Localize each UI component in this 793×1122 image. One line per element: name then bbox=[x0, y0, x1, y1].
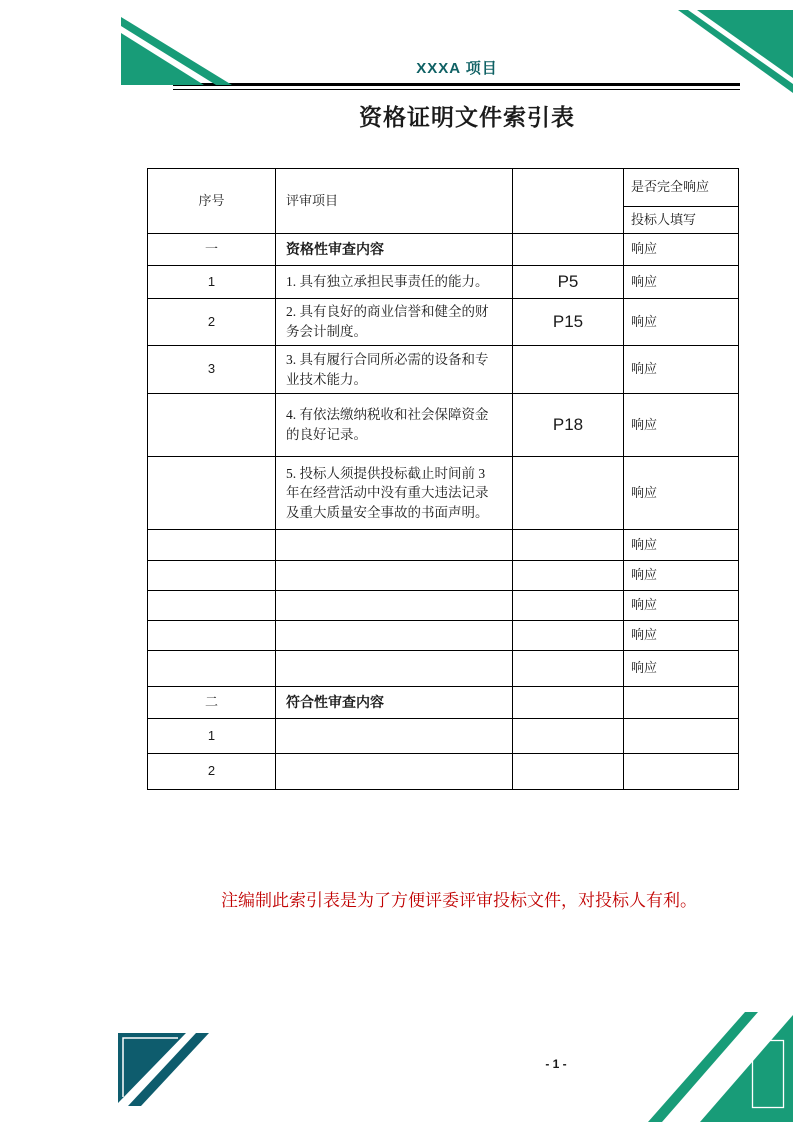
cell-response: 响应 bbox=[624, 591, 739, 621]
cell-no bbox=[148, 561, 276, 591]
table-row bbox=[148, 394, 739, 457]
cell-page-ref bbox=[513, 346, 624, 394]
cell-page-ref bbox=[513, 621, 624, 651]
cell-response bbox=[624, 754, 739, 790]
cell-response: 响应 bbox=[624, 561, 739, 591]
cell-item: 5. 投标人须提供投标截止时间前 3 年在经营活动中没有重大违法记录及重大质量安全事故的书面声明。 bbox=[276, 457, 513, 530]
index-table bbox=[147, 168, 739, 790]
table-row bbox=[148, 754, 739, 790]
header-cell-no: 序号 bbox=[148, 169, 276, 234]
cell-page-ref: P15 bbox=[513, 299, 624, 346]
cell-item bbox=[276, 621, 513, 651]
cell-no: 3 bbox=[148, 346, 276, 394]
cell-item bbox=[276, 591, 513, 621]
cell-item bbox=[276, 561, 513, 591]
cell-item: 3. 具有履行合同所必需的设备和专业技术能力。 bbox=[276, 346, 513, 394]
cell-no bbox=[148, 530, 276, 561]
cell-page-ref bbox=[513, 457, 624, 530]
cell-response: 响应 bbox=[624, 346, 739, 394]
corner-decoration-bottom-left bbox=[118, 1033, 209, 1106]
table-row bbox=[148, 651, 739, 687]
cell-no bbox=[148, 591, 276, 621]
table-row bbox=[148, 346, 739, 394]
cell-response: 响应 bbox=[624, 621, 739, 651]
cell-item bbox=[276, 754, 513, 790]
cell-no: 2 bbox=[148, 299, 276, 346]
cell-response: 响应 bbox=[624, 651, 739, 687]
cell-no bbox=[148, 651, 276, 687]
table-row bbox=[148, 719, 739, 754]
cell-page-ref bbox=[513, 687, 624, 719]
corner-decoration-top-right bbox=[678, 10, 793, 93]
header-project-title: XXXA 项目 bbox=[416, 60, 498, 77]
page-number: - 1 - bbox=[545, 1057, 567, 1071]
cell-response bbox=[624, 687, 739, 719]
cell-page-ref bbox=[513, 591, 624, 621]
cell-response bbox=[624, 719, 739, 754]
table-row bbox=[148, 234, 739, 266]
table-row bbox=[148, 266, 739, 299]
cell-item: 资格性审查内容 bbox=[276, 234, 513, 266]
cell-no bbox=[148, 394, 276, 457]
cell-page-ref bbox=[513, 561, 624, 591]
header-rule bbox=[173, 83, 740, 90]
cell-item bbox=[276, 530, 513, 561]
cell-item: 2. 具有良好的商业信誉和健全的财务会计制度。 bbox=[276, 299, 513, 346]
cell-no: 1 bbox=[148, 719, 276, 754]
cell-item bbox=[276, 651, 513, 687]
cell-no: 2 bbox=[148, 754, 276, 790]
cell-no: 1 bbox=[148, 266, 276, 299]
cell-page-ref bbox=[513, 754, 624, 790]
cell-page-ref bbox=[513, 234, 624, 266]
table-header-row bbox=[148, 169, 739, 207]
cell-no bbox=[148, 457, 276, 530]
header-cell-item: 评审项目 bbox=[276, 169, 513, 234]
table-row bbox=[148, 591, 739, 621]
cell-response: 响应 bbox=[624, 266, 739, 299]
table-row bbox=[148, 561, 739, 591]
corner-decoration-top-left bbox=[121, 17, 232, 85]
cell-item bbox=[276, 719, 513, 754]
cell-item: 4. 有依法缴纳税收和社会保障资金的良好记录。 bbox=[276, 394, 513, 457]
table-row bbox=[148, 621, 739, 651]
header-cell-ref bbox=[513, 169, 624, 234]
cell-response: 响应 bbox=[624, 394, 739, 457]
cell-page-ref bbox=[513, 719, 624, 754]
note-text: 注编制此索引表是为了方便评委评审投标文件，对投标人有利。 bbox=[221, 891, 697, 910]
cell-response: 响应 bbox=[624, 234, 739, 266]
cell-response: 响应 bbox=[624, 530, 739, 561]
cell-page-ref bbox=[513, 651, 624, 687]
table-row bbox=[148, 530, 739, 561]
table-row bbox=[148, 299, 739, 346]
cell-response: 响应 bbox=[624, 457, 739, 530]
cell-no: 二 bbox=[148, 687, 276, 719]
cell-no bbox=[148, 621, 276, 651]
cell-page-ref: P18 bbox=[513, 394, 624, 457]
table-row bbox=[148, 457, 739, 530]
cell-no: 一 bbox=[148, 234, 276, 266]
header-cell-response-top: 是否完全响应 bbox=[624, 169, 739, 207]
table-row bbox=[148, 687, 739, 719]
cell-response: 响应 bbox=[624, 299, 739, 346]
cell-page-ref bbox=[513, 530, 624, 561]
cell-item: 符合性审查内容 bbox=[276, 687, 513, 719]
cell-page-ref: P5 bbox=[513, 266, 624, 299]
page-title: 资格证明文件索引表 bbox=[359, 105, 575, 130]
header-cell-response-bottom: 投标人填写 bbox=[624, 207, 739, 234]
corner-decoration-bottom-right bbox=[648, 1012, 793, 1122]
cell-item: 1. 具有独立承担民事责任的能力。 bbox=[276, 266, 513, 299]
